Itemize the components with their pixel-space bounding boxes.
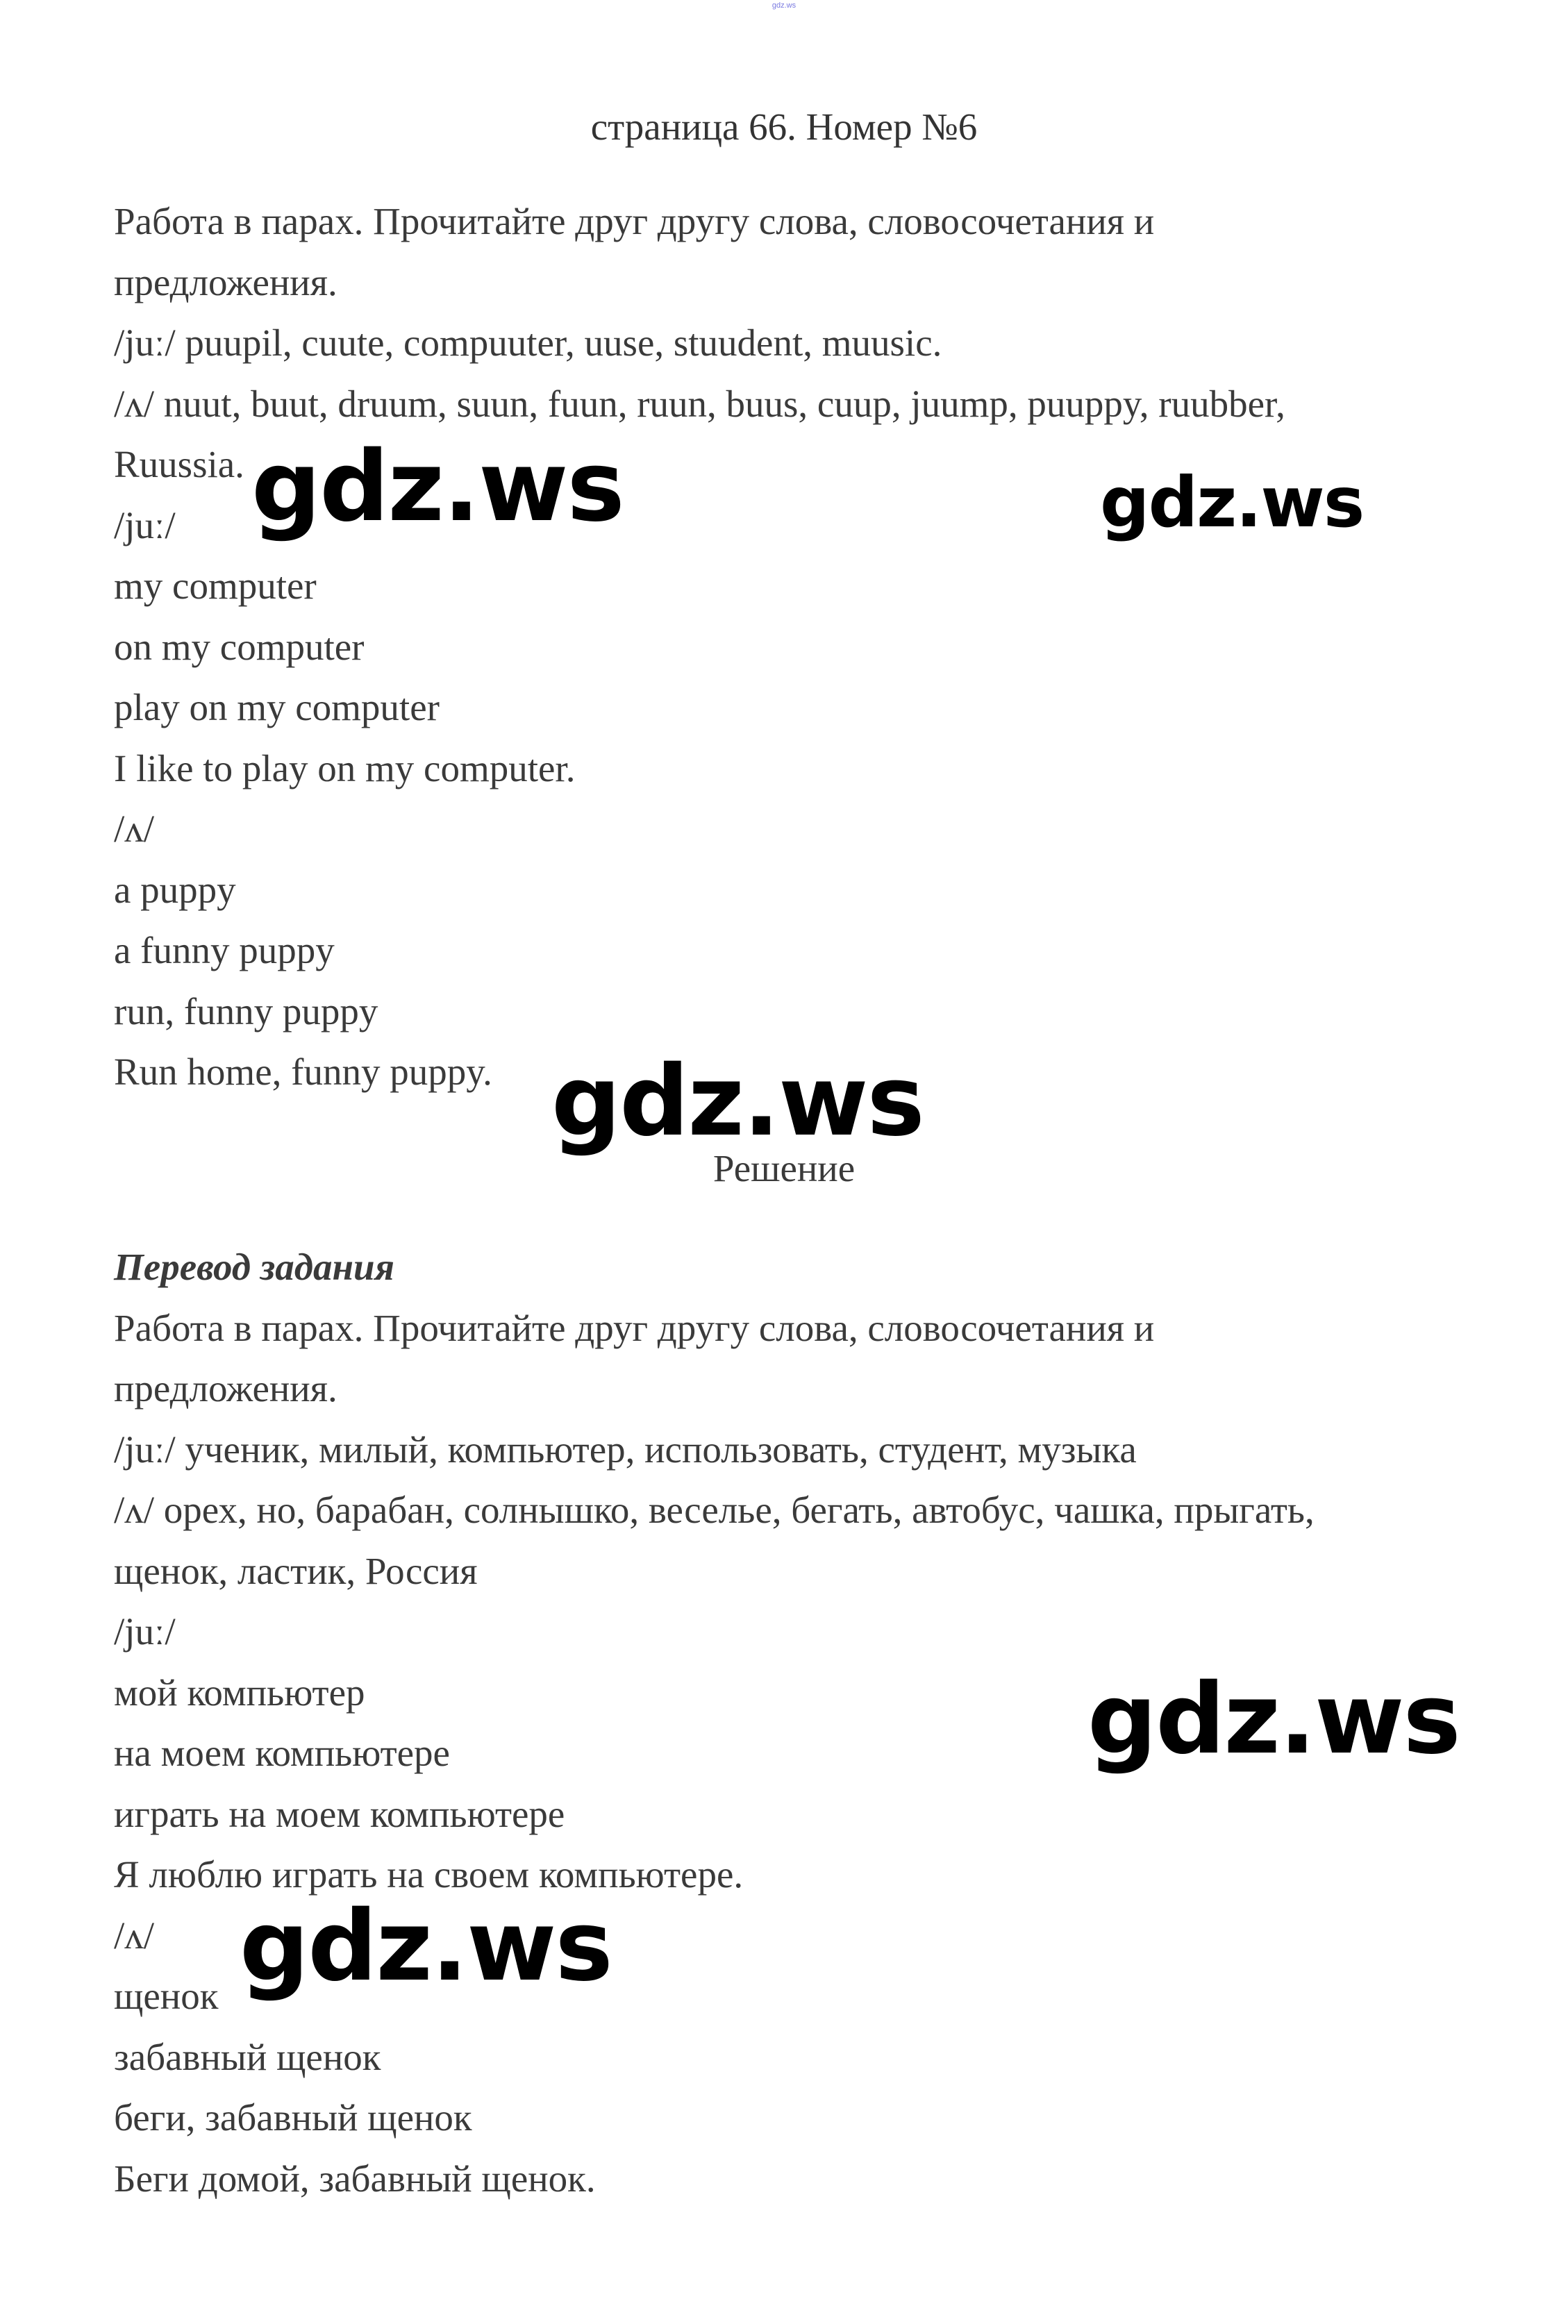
task-line: a puppy (114, 868, 236, 911)
solution-line: беги, забавный щенок (114, 2096, 472, 2139)
watermark-logo: gdz.ws (240, 1890, 612, 2003)
solution-line: Работа в парах. Прочитайте друг другу слова, словосочетания и (114, 1306, 1155, 1349)
task-line: /ʌ/ nuut, buut, druum, suun, fuun, ruun, buus, cuup, juump, puuppy, ruubber, (114, 382, 1285, 425)
task-text (114, 191, 1468, 1103)
solution-line: Беги домой, забавный щенок. (114, 2157, 596, 2200)
solution-label: Решение (712, 1147, 856, 1189)
task-line: I like to play on my computer. (114, 746, 576, 789)
task-line: Работа в парах. Прочитайте друг другу слова, словосочетания и (114, 200, 1155, 242)
solution-line: на моем компьютере (114, 1732, 450, 1774)
solution-line: /ʌ/ (114, 1914, 155, 1957)
task-line: play on my computer (114, 686, 440, 728)
solution-line: предложения. (114, 1367, 337, 1410)
task-line: run, funny puppy (114, 989, 378, 1033)
solution-line: мой компьютер (114, 1671, 365, 1714)
solution-line: играть на моем компьютере (114, 1792, 565, 1835)
watermark-logo: gdz.ws (551, 1045, 924, 1158)
task-line: предложения. (114, 260, 337, 303)
task-line: /juː/ (114, 503, 176, 546)
solution-line: забавный щенок (114, 2035, 381, 2078)
task-line: on my computer (114, 625, 365, 668)
task-line: /juː/ puupil, cuute, compuuter, uuse, stuudent, muusic. (114, 321, 942, 364)
task-line: a funny puppy (114, 929, 335, 971)
watermark-logo: gdz.ws (251, 430, 624, 544)
solution-line: щенок, ластик, Россия (114, 1549, 478, 1592)
solution-line: /juː/ (114, 1610, 176, 1653)
solution-line: /ʌ/ орех, но, барабан, солнышко, веселье, бегать, автобус, чашка, прыгать, (114, 1489, 1315, 1531)
header-watermark: gdz.ws (772, 1, 796, 10)
page-title: страница 66. Номер №6 (590, 106, 978, 148)
task-line: /ʌ/ (114, 808, 155, 850)
watermark-logo: gdz.ws (1087, 1663, 1460, 1776)
section-heading: Перевод задания (114, 1246, 394, 1288)
watermark-logo: gdz.ws (1100, 462, 1364, 543)
solution-line: Я люблю играть на своем компьютере. (114, 1853, 744, 1896)
task-line: my computer (114, 565, 317, 607)
task-line: Ruussia. (114, 443, 244, 485)
solution-line: щенок (114, 1975, 219, 2017)
task-line: Run home, funny puppy. (114, 1051, 492, 1093)
solution-line: /juː/ ученик, милый, компьютер, использовать, студент, музыка (114, 1428, 1137, 1471)
